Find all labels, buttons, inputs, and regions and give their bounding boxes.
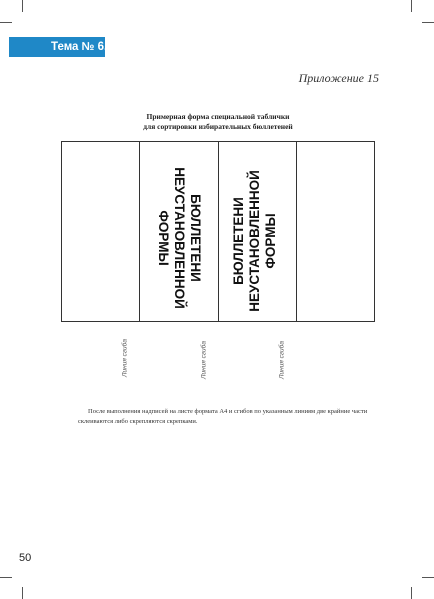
topic-badge: Тема № 6.8 [9, 37, 105, 57]
fold-line-label: Линия сгиба [121, 339, 129, 377]
panel-label-line: ФОРМЫ [263, 213, 278, 269]
fold-line-label: Линия сгиба [200, 341, 208, 379]
form-title [60, 112, 376, 131]
panel-label-rotated-ccw [231, 170, 279, 312]
panel-label-line: БЮЛЛЕТЕНИ [188, 194, 203, 282]
sorting-sign-table [61, 141, 375, 322]
form-title-line: Примерная форма специальной таблички [146, 112, 290, 121]
crop-mark [0, 577, 12, 578]
crop-mark [422, 22, 434, 23]
crop-mark [411, 0, 412, 12]
instruction-text: После выполнения надписей на листе формата А4 и сгибов по указанным линиям две крайние части склеиваются либо скрепляются скрепками. [78, 408, 368, 425]
panel-label-line: ФОРМЫ [156, 210, 171, 266]
panel-label-rotated-cw [155, 167, 203, 309]
crop-mark [422, 577, 434, 578]
appendix-label: Приложение 15 [298, 71, 379, 85]
form-title-line: для сортировки избирательных бюллетеней [143, 121, 293, 131]
fold-divider [218, 142, 219, 321]
crop-mark [22, 0, 23, 12]
fold-divider [296, 142, 297, 321]
fold-line-label: Линия сгиба [278, 341, 286, 379]
crop-mark [0, 22, 12, 23]
crop-mark [22, 587, 23, 599]
fold-divider [139, 142, 140, 321]
page-number: 50 [19, 552, 32, 564]
panel-label-line: БЮЛЛЕТЕНИ [231, 197, 246, 285]
crop-mark [411, 587, 412, 599]
instruction-note [78, 407, 383, 426]
panel-label-line: НЕУСТАНОВЛЕННОЙ [247, 170, 262, 312]
panel-label-line: НЕУСТАНОВЛЕННОЙ [172, 167, 187, 309]
